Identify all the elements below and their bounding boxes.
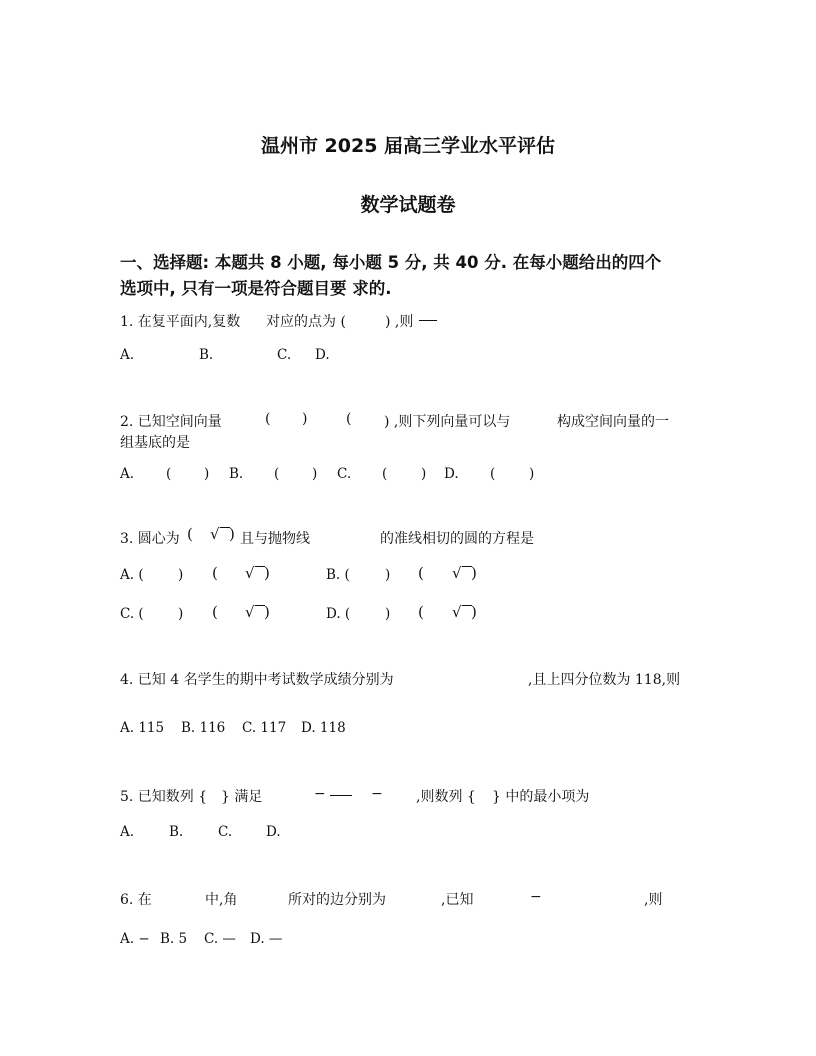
q3-text-c: 的准线相切的圆的方程是 bbox=[380, 531, 534, 547]
q3-option-b-close: ) bbox=[385, 567, 391, 583]
q4-option-a[interactable]: A. 115 bbox=[120, 720, 165, 736]
q2-option-b[interactable]: B. bbox=[229, 466, 244, 482]
q2-text-a: 2. 已知空间向量 bbox=[120, 414, 222, 430]
q6-option-d[interactable]: D. — bbox=[250, 931, 283, 947]
q2-option-a[interactable]: A. bbox=[120, 466, 135, 482]
q6-option-b[interactable]: B. 5 bbox=[160, 931, 188, 947]
q1-text-b: 对应的点为 ( bbox=[266, 314, 346, 330]
q4-text-b: ,且上四分位数为 118,则 bbox=[528, 672, 681, 688]
q3-option-c-radical: √ bbox=[245, 603, 255, 621]
q2-option-d-close: ) bbox=[529, 466, 535, 482]
q6-text-c: 所对的边分别为 bbox=[288, 892, 386, 908]
q2-option-d-open: ( bbox=[490, 466, 496, 482]
q2-text-c: 构成空间向量的一 bbox=[557, 414, 669, 430]
q6-option-c[interactable]: C. — bbox=[204, 931, 236, 947]
q3-option-a-open2: ( bbox=[212, 564, 218, 582]
q2-line2: 组基底的是 bbox=[120, 435, 190, 451]
q2-option-c[interactable]: C. bbox=[337, 466, 352, 482]
q3-text-a: 3. 圆心为 bbox=[120, 531, 180, 547]
q3-option-c-close: ) bbox=[178, 606, 184, 622]
q5-text-c: ,则数列 { bbox=[416, 789, 476, 805]
q1-fraction-bar bbox=[419, 320, 437, 321]
q5-fraction-bar bbox=[330, 795, 352, 796]
q5-option-d[interactable]: D. bbox=[266, 824, 281, 840]
q4-option-c[interactable]: C. 117 bbox=[242, 720, 287, 736]
q3-option-c-open2: ( bbox=[212, 603, 218, 621]
q3-option-b-radical: √ bbox=[452, 564, 462, 582]
q3-option-b-close2: ) bbox=[471, 564, 477, 582]
q2-option-d[interactable]: D. bbox=[444, 466, 459, 482]
q5-option-c[interactable]: C. bbox=[218, 824, 233, 840]
q3-option-d-radical: √ bbox=[452, 603, 462, 621]
q2-paren-2: ) bbox=[302, 411, 308, 427]
q5-text-a: 5. 已知数列 { bbox=[120, 789, 208, 805]
q3-text-b: 且与抛物线 bbox=[240, 531, 310, 547]
page-title: 温州市 2025 届高三学业水平评估 bbox=[260, 135, 556, 157]
q1-text-c: ) ,则 bbox=[385, 314, 414, 330]
q3-option-b[interactable]: B. ( bbox=[326, 567, 350, 583]
q2-option-b-close: ) bbox=[312, 466, 318, 482]
q6-text-b: 中,角 bbox=[205, 892, 238, 908]
q5-option-b[interactable]: B. bbox=[169, 824, 184, 840]
q2-option-a-close: ) bbox=[204, 466, 210, 482]
q3-option-d-open2: ( bbox=[418, 603, 424, 621]
q2-option-c-close: ) bbox=[421, 466, 427, 482]
q2-paren-1: ( bbox=[265, 411, 271, 427]
q3-option-b-open2: ( bbox=[418, 564, 424, 582]
q6-option-a[interactable]: A. − bbox=[120, 931, 150, 947]
q6-text-e: ,则 bbox=[644, 892, 663, 908]
q2-option-a-open: ( bbox=[166, 466, 172, 482]
q1-option-c[interactable]: C. bbox=[277, 347, 292, 363]
q2-paren-3: ( bbox=[346, 411, 352, 427]
q1-option-b[interactable]: B. bbox=[199, 347, 214, 363]
q1-option-d[interactable]: D. bbox=[315, 347, 330, 363]
q5-text-b: } 满足 bbox=[221, 789, 263, 805]
q3-option-a-close: ) bbox=[178, 567, 184, 583]
q1-option-a[interactable]: A. bbox=[120, 347, 135, 363]
q3-option-d[interactable]: D. ( bbox=[326, 606, 351, 622]
q5-minus-2: − bbox=[371, 786, 383, 802]
section-heading-line2: 选项中, 只有一项是符合题目要 求的. bbox=[120, 279, 392, 298]
page-subtitle: 数学试题卷 bbox=[360, 194, 456, 216]
q5-minus-1: − bbox=[314, 786, 326, 802]
q5-option-a[interactable]: A. bbox=[120, 824, 135, 840]
q3-option-c-close2: ) bbox=[264, 603, 270, 621]
q3-option-d-close2: ) bbox=[471, 603, 477, 621]
q3-option-a-radical: √ bbox=[245, 564, 255, 582]
q4-text-a: 4. 已知 4 名学生的期中考试数学成绩分别为 bbox=[120, 672, 394, 688]
q2-option-b-open: ( bbox=[274, 466, 280, 482]
q2-text-b: ) ,则下列向量可以与 bbox=[384, 414, 511, 430]
q5-text-d: } 中的最小项为 bbox=[492, 789, 590, 805]
section-heading-line1: 一、选择题: 本题共 8 小题, 每小题 5 分, 共 40 分. 在每小题给出的四个 bbox=[120, 253, 662, 272]
q2-option-c-open: ( bbox=[382, 466, 388, 482]
q3-center-open: ( bbox=[187, 525, 193, 543]
q4-option-b[interactable]: B. 116 bbox=[181, 720, 226, 736]
q1-text-a: 1. 在复平面内,复数 bbox=[120, 314, 241, 330]
q4-option-d[interactable]: D. 118 bbox=[301, 720, 346, 736]
q3-option-d-close: ) bbox=[385, 606, 391, 622]
q3-radical: √ bbox=[210, 525, 220, 543]
q3-center-close: ) bbox=[229, 525, 235, 543]
q6-text-d: ,已知 bbox=[441, 892, 474, 908]
q3-option-a[interactable]: A. ( bbox=[120, 567, 144, 583]
q6-text-a: 6. 在 bbox=[120, 892, 152, 908]
q6-minus: − bbox=[530, 889, 542, 905]
q3-option-a-close2: ) bbox=[264, 564, 270, 582]
q3-option-c[interactable]: C. ( bbox=[120, 606, 144, 622]
